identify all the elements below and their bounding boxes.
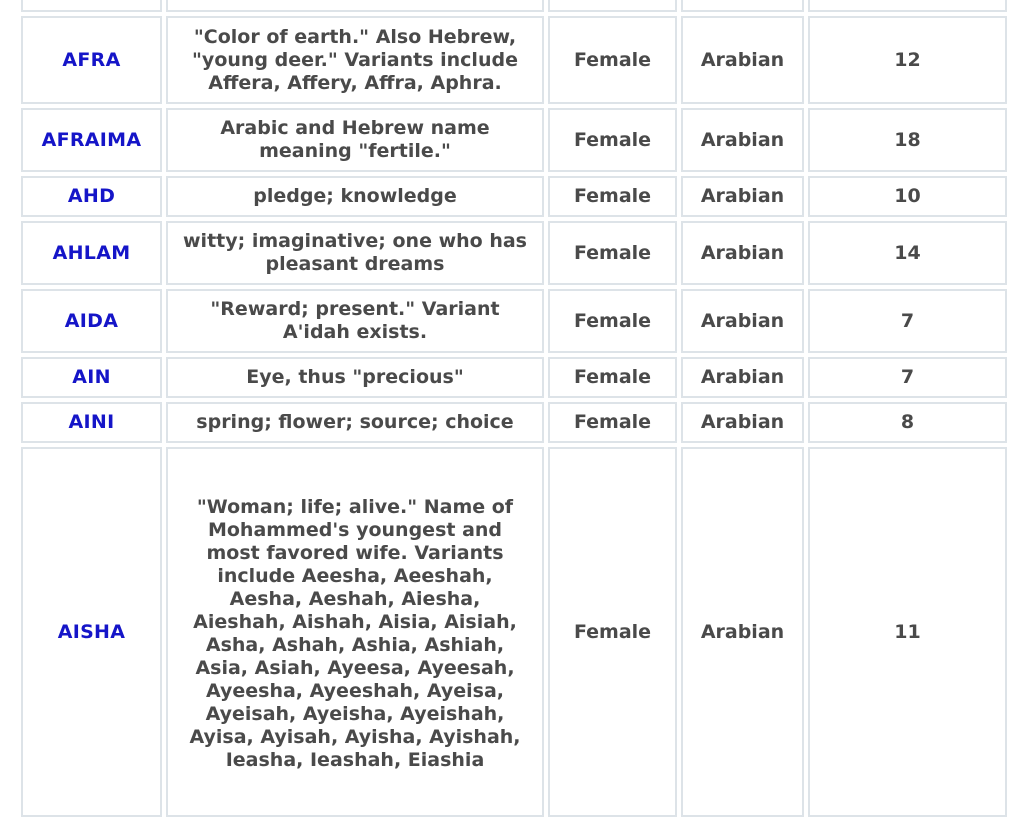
table-row: [21, 16, 1007, 104]
origin-cell: Arabian: [681, 108, 804, 172]
gender-cell: Female: [548, 16, 677, 104]
meaning-text: witty; imaginative; one who has pleasant dreams: [183, 230, 527, 275]
meaning-text: "Reward; present." Variant A'idah exists.: [210, 298, 500, 343]
meaning-cell: [166, 447, 544, 817]
origin-cell: Arabian: [681, 402, 804, 443]
table-row: [21, 108, 1007, 172]
meaning-text: spring; flower; source; choice: [196, 411, 514, 433]
name-cell: AHD: [21, 176, 162, 217]
gender-cell: Female: [548, 357, 677, 398]
meaning-text: Arabic and Hebrew name meaning "fertile.": [220, 117, 490, 162]
table-row: [21, 0, 1007, 12]
table-row: [21, 357, 1007, 398]
origin-cell: Arabian: [681, 289, 804, 353]
table-row: [21, 447, 1007, 817]
name-cell: AINI: [21, 402, 162, 443]
origin-cell: Arabian: [681, 16, 804, 104]
meaning-cell: [166, 357, 544, 398]
meaning-cell: [166, 108, 544, 172]
gender-cell: Female: [548, 108, 677, 172]
origin-cell: Arabian: [681, 176, 804, 217]
gender-cell: Female: [548, 221, 677, 285]
number-cell: 18: [808, 108, 1007, 172]
meaning-cell: [166, 402, 544, 443]
meaning-cell: [166, 289, 544, 353]
gender-cell: Female: [548, 176, 677, 217]
origin-cell: [681, 0, 804, 12]
name-cell: AIN: [21, 357, 162, 398]
meaning-cell: [166, 0, 544, 12]
table-row: [21, 221, 1007, 285]
table-row: [21, 176, 1007, 217]
meaning-cell: [166, 176, 544, 217]
meaning-text: pledge; knowledge: [253, 185, 457, 207]
meaning-cell: [166, 221, 544, 285]
name-cell: AISHA: [21, 447, 162, 817]
number-cell: 12: [808, 16, 1007, 104]
name-cell: [21, 0, 162, 12]
number-cell: 14: [808, 221, 1007, 285]
gender-cell: Female: [548, 289, 677, 353]
origin-cell: Arabian: [681, 357, 804, 398]
name-cell: AHLAM: [21, 221, 162, 285]
number-cell: 11: [808, 447, 1007, 817]
number-cell: 7: [808, 289, 1007, 353]
gender-cell: [548, 0, 677, 12]
table-row: [21, 289, 1007, 353]
gender-cell: Female: [548, 447, 677, 817]
number-cell: 10: [808, 176, 1007, 217]
meaning-text: Eye, thus "precious": [246, 366, 464, 388]
table-row: [21, 402, 1007, 443]
number-cell: 8: [808, 402, 1007, 443]
origin-cell: Arabian: [681, 447, 804, 817]
name-cell: AFRA: [21, 16, 162, 104]
meaning-cell: [166, 16, 544, 104]
number-cell: [808, 0, 1007, 12]
name-cell: AIDA: [21, 289, 162, 353]
meaning-text: "Woman; life; alive." Name of Mohammed's youngest and most favored wife. Variants include Aeesha, Aeeshah, Aesha, Aeshah, Aiesha, Aieshah, Aishah, Aisia, Aisiah, Asha, Ashah, Ashia, Ashiah, Asia, Asiah, Ayeesa, Ayeesah, Ayeesha, Ayeeshah, Ayeisa, Ayeisah, Ayeisha, Ayeishah, Ayisa, Ayisah, Ayisha, Ayishah, Ieasha, Ieashah, Eiashia: [189, 496, 521, 771]
number-cell: 7: [808, 357, 1007, 398]
name-cell: AFRAIMA: [21, 108, 162, 172]
names-table: [17, 0, 1011, 821]
origin-cell: Arabian: [681, 221, 804, 285]
meaning-text: "Color of earth." Also Hebrew, "young deer." Variants include Affera, Affery, Affra, Aphra.: [192, 25, 518, 94]
gender-cell: Female: [548, 402, 677, 443]
